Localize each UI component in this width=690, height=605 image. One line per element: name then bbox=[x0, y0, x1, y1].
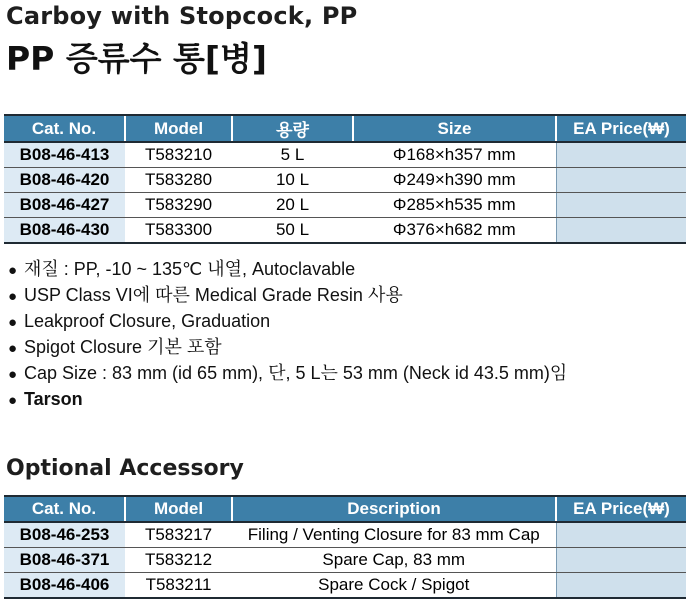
size-cell: Φ285×h535 mm bbox=[353, 193, 556, 218]
price-cell bbox=[556, 168, 686, 193]
header-cat-no: Cat. No. bbox=[4, 115, 125, 142]
volume-cell: 20 L bbox=[232, 193, 353, 218]
volume-cell: 10 L bbox=[232, 168, 353, 193]
list-item bbox=[8, 386, 567, 412]
price-cell bbox=[556, 522, 686, 548]
list-item bbox=[8, 360, 567, 386]
size-cell: Φ376×h682 mm bbox=[353, 218, 556, 244]
table-row bbox=[4, 168, 686, 193]
header-model: Model bbox=[125, 496, 232, 522]
product-title-ko: PP 증류수 통[병] bbox=[6, 39, 267, 78]
header-model: Model bbox=[125, 115, 232, 142]
price-cell bbox=[556, 193, 686, 218]
cat-no-cell: B08-46-430 bbox=[4, 218, 125, 244]
model-cell: T583280 bbox=[125, 168, 232, 193]
header-ea-price: EA Price(₩) bbox=[556, 496, 686, 522]
cat-no-cell: B08-46-420 bbox=[4, 168, 125, 193]
table-row bbox=[4, 142, 686, 168]
bullet-icon: ● bbox=[8, 288, 18, 305]
model-cell: T583212 bbox=[125, 548, 232, 573]
size-cell: Φ249×h390 mm bbox=[353, 168, 556, 193]
list-item bbox=[8, 334, 567, 360]
bullet-icon: ● bbox=[8, 366, 18, 383]
feature-list bbox=[8, 256, 567, 412]
model-cell: T583211 bbox=[125, 573, 232, 599]
table-header-row bbox=[4, 496, 686, 522]
brand-text: Tarson bbox=[24, 389, 83, 409]
feature-text: 재질 : PP, -10 ~ 135℃ 내열, Autoclavable bbox=[24, 259, 356, 279]
table-row bbox=[4, 218, 686, 244]
feature-text: USP Class VI에 따른 Medical Grade Resin 사용 bbox=[24, 285, 403, 305]
volume-cell: 5 L bbox=[232, 142, 353, 168]
table-row bbox=[4, 548, 686, 573]
header-description: Description bbox=[232, 496, 556, 522]
header-cat-no: Cat. No. bbox=[4, 496, 125, 522]
cat-no-cell: B08-46-406 bbox=[4, 573, 125, 599]
bullet-icon: ● bbox=[8, 340, 18, 357]
cat-no-cell: B08-46-413 bbox=[4, 142, 125, 168]
feature-text: Cap Size : 83 mm (id 65 mm), 단, 5 L는 53 mm (Neck id 43.5 mm)임 bbox=[24, 363, 568, 383]
description-cell: Spare Cap, 83 mm bbox=[232, 548, 556, 573]
feature-text: Spigot Closure 기본 포함 bbox=[24, 337, 222, 357]
header-volume: 용량 bbox=[232, 115, 353, 142]
bullet-icon: ● bbox=[8, 314, 18, 331]
cat-no-cell: B08-46-253 bbox=[4, 522, 125, 548]
table-row bbox=[4, 573, 686, 599]
description-cell: Filing / Venting Closure for 83 mm Cap bbox=[232, 522, 556, 548]
price-cell bbox=[556, 548, 686, 573]
product-title-en: Carboy with Stopcock, PP bbox=[6, 2, 358, 30]
price-cell bbox=[556, 573, 686, 599]
list-item bbox=[8, 256, 567, 282]
cat-no-cell: B08-46-427 bbox=[4, 193, 125, 218]
header-ea-price: EA Price(₩) bbox=[556, 115, 686, 142]
optional-accessory-title: Optional Accessory bbox=[6, 456, 244, 481]
bullet-icon: ● bbox=[8, 262, 18, 279]
header-size: Size bbox=[353, 115, 556, 142]
table-row bbox=[4, 193, 686, 218]
model-cell: T583300 bbox=[125, 218, 232, 244]
price-cell bbox=[556, 142, 686, 168]
bullet-icon: ● bbox=[8, 392, 18, 409]
list-item bbox=[8, 308, 567, 334]
size-cell: Φ168×h357 mm bbox=[353, 142, 556, 168]
list-item bbox=[8, 282, 567, 308]
table-header-row bbox=[4, 115, 686, 142]
accessory-table bbox=[4, 495, 686, 599]
table-row bbox=[4, 522, 686, 548]
price-cell bbox=[556, 218, 686, 244]
model-cell: T583210 bbox=[125, 142, 232, 168]
cat-no-cell: B08-46-371 bbox=[4, 548, 125, 573]
model-cell: T583290 bbox=[125, 193, 232, 218]
model-cell: T583217 bbox=[125, 522, 232, 548]
volume-cell: 50 L bbox=[232, 218, 353, 244]
feature-text: Leakproof Closure, Graduation bbox=[24, 311, 271, 331]
product-spec-table bbox=[4, 114, 686, 244]
description-cell: Spare Cock / Spigot bbox=[232, 573, 556, 599]
